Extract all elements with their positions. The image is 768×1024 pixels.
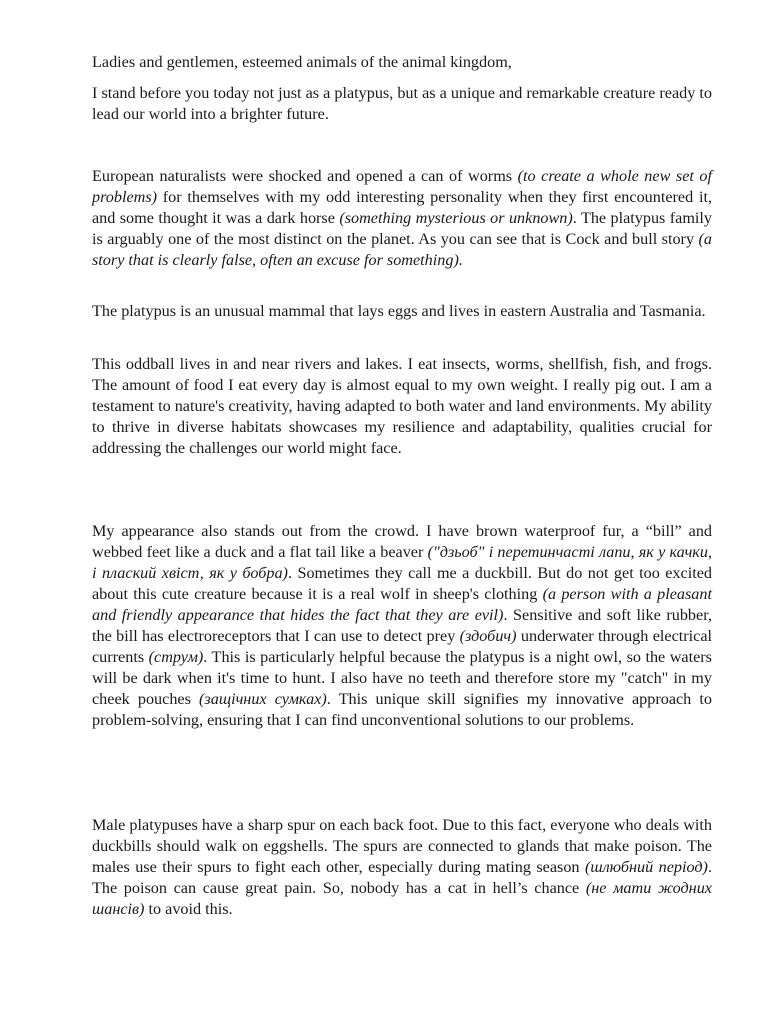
italic-gloss: (струм) (148, 648, 204, 666)
italic-gloss: (не мати жодних шансів) (92, 879, 712, 918)
greeting-paragraph (92, 52, 712, 73)
italic-gloss: (здобич) (459, 627, 517, 645)
text-run: European naturalists were shocked and opened a can of worms (92, 167, 518, 185)
text-run: . The poison can cause great pain. So, nobody has a cat in hell’s chance (92, 858, 712, 897)
italic-gloss: (a person with a pleasant and friendly appearance that hides the fact that they are evil) (92, 585, 712, 624)
italic-gloss: (защічних сумках) (199, 690, 327, 708)
text-run: Male platypuses have a sharp spur on each back foot. Due to this fact, everyone who deals with duckbills should walk on eggshells. The spurs are connected to glands that make poison. The males use their spurs to fight each other, especially during mating season (92, 816, 712, 876)
spurs-paragraph (92, 815, 712, 920)
text-run: to avoid this. (144, 900, 233, 918)
text-run: . This is particularly helpful because the platypus is a night owl, so the waters will be dark when it's time to hunt. I also have no teeth and therefore store my "catch" in my cheek pouches (92, 648, 712, 708)
intro-paragraph (92, 83, 712, 125)
mammal-paragraph (92, 301, 712, 322)
text-run: I stand before you today not just as a platypus, but as a unique and remarkable creature ready to lead our world into a brighter future. (92, 84, 712, 123)
text-run: My appearance also stands out from the crowd. I have brown waterproof fur, a “bill” and webbed feet like a duck and a flat tail like a beaver (92, 522, 712, 561)
italic-gloss: ("дзьоб" і перетинчасті лапи, як у качки, і плаский хвіст, як у бобра) (92, 543, 712, 582)
text-run: . Sensitive and soft like rubber, the bill has electroreceptors that I can use to detect prey (92, 606, 712, 645)
text-run: Ladies and gentlemen, esteemed animals of the animal kingdom, (92, 53, 512, 71)
text-run: . The platypus family is arguably one of the most distinct on the planet. As you can see that is Cock and bull story (92, 209, 712, 248)
text-run: The platypus is an unusual mammal that lays eggs and lives in eastern Australia and Tasmania. (92, 302, 706, 320)
naturalists-paragraph (92, 166, 712, 271)
italic-gloss: (шлюбний період) (584, 858, 708, 876)
text-run: . Sometimes they call me a duckbill. But do not get too excited about this cute creature because it is a real wolf in sheep's clothing (92, 564, 712, 603)
italic-gloss: (to create a whole new set of problems) (92, 167, 713, 206)
appearance-paragraph (92, 521, 712, 731)
text-run: . This unique skill signifies my innovative approach to problem-solving, ensuring that I can find unconventional solutions to our problems. (92, 690, 712, 729)
italic-gloss: (a story that is clearly false, often an excuse for something). (92, 230, 712, 269)
text-run: for themselves with my odd interesting personality when they first encountered it, and some thought it was a dark horse (92, 188, 712, 227)
oddball-paragraph (92, 354, 712, 459)
text-run: This oddball lives in and near rivers and lakes. I eat insects, worms, shellfish, fish, and frogs. The amount of food I eat every day is almost equal to my own weight. I really pig out. I am a testament to nature's creativity, having adapted to both water and land environments. My ability to thrive in diverse habitats showcases my resilience and adaptability, qualities crucial for addressing the challenges our world might face. (92, 355, 712, 457)
text-run: underwater through electrical currents (92, 627, 712, 666)
italic-gloss: (something mysterious or unknown) (339, 209, 573, 227)
